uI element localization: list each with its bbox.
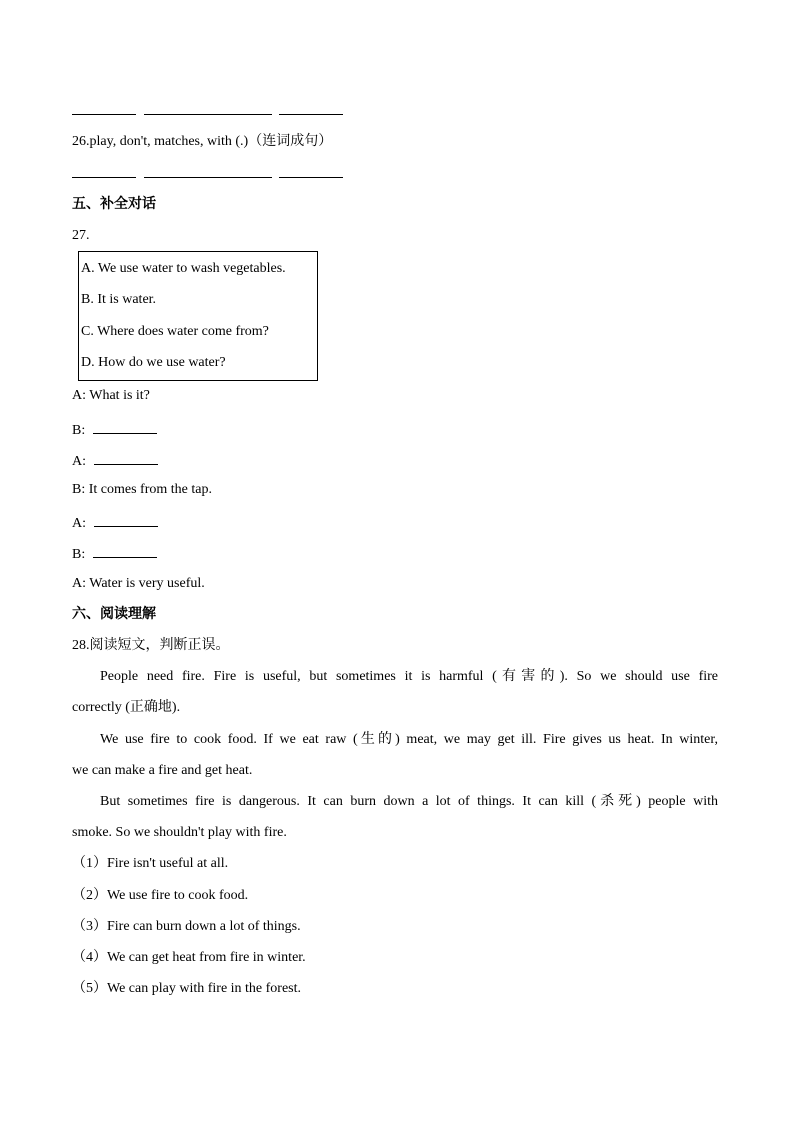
dialogue-line-7: A: Water is very useful. <box>72 576 205 591</box>
dialogue-speaker: A: <box>72 454 90 469</box>
statement-2: （2）We use fire to cook food. <box>72 888 249 903</box>
dialogue-line-6 <box>72 543 157 564</box>
answer-blank[interactable] <box>72 100 136 115</box>
dialogue-line-1: A: What is it? <box>72 388 150 403</box>
dialogue-line-3 <box>72 450 158 471</box>
option-d: D. How do we use water? <box>81 355 226 370</box>
answer-blank[interactable] <box>93 419 157 434</box>
answer-blank[interactable] <box>93 543 157 558</box>
passage-text: People need fire. Fire is useful, but sometimes it is harmful (有害的). So we should use fire <box>100 669 718 684</box>
q28-instruction: 28.阅读短文，判断正误。 <box>72 638 230 653</box>
answer-blank[interactable] <box>94 512 158 527</box>
q25-answer-blanks <box>72 100 343 121</box>
answer-blank[interactable] <box>144 100 272 115</box>
option-c: C. Where does water come from? <box>81 324 269 339</box>
dialogue-speaker: B: <box>72 423 89 438</box>
dialogue-speaker: A: <box>72 516 90 531</box>
passage-para-1-line-1 <box>72 668 718 686</box>
passage-text: We use fire to cook food. If we eat raw (生的) meat, we may get ill. Fire gives us heat. In winter, <box>100 732 718 747</box>
passage-para-3-line-1 <box>72 793 718 811</box>
statement-1: （1）Fire isn't useful at all. <box>72 856 229 871</box>
q27-options-box <box>78 251 318 381</box>
passage-para-2-line-2: we can make a fire and get heat. <box>72 763 253 778</box>
dialogue-line-2 <box>72 419 157 440</box>
answer-blank[interactable] <box>72 163 136 178</box>
dialogue-line-5 <box>72 512 158 533</box>
statement-3: （3）Fire can burn down a lot of things. <box>72 919 301 934</box>
passage-para-1-line-2: correctly (正确地). <box>72 700 181 715</box>
answer-blank[interactable] <box>279 163 343 178</box>
section-6-title: 六、阅读理解 <box>72 606 156 622</box>
answer-blank[interactable] <box>279 100 343 115</box>
passage-para-2-line-1 <box>72 731 718 749</box>
q27-number: 27. <box>72 228 90 243</box>
option-b: B. It is water. <box>81 292 157 307</box>
q26-answer-blanks <box>72 163 343 184</box>
q26-prompt: 26.play, don't, matches, with (.)（连词成句） <box>72 134 333 149</box>
option-a: A. We use water to wash vegetables. <box>81 261 286 276</box>
passage-para-3-line-2: smoke. So we shouldn't play with fire. <box>72 825 287 840</box>
statement-5: （5）We can play with fire in the forest. <box>72 981 302 996</box>
dialogue-speaker: B: <box>72 547 89 562</box>
dialogue-line-4: B: It comes from the tap. <box>72 482 212 497</box>
answer-blank[interactable] <box>94 450 158 465</box>
statement-4: （4）We can get heat from fire in winter. <box>72 950 306 965</box>
section-5-title: 五、补全对话 <box>72 196 156 212</box>
passage-text: But sometimes fire is dangerous. It can burn down a lot of things. It can kill (杀死) people with <box>100 794 718 809</box>
answer-blank[interactable] <box>144 163 272 178</box>
